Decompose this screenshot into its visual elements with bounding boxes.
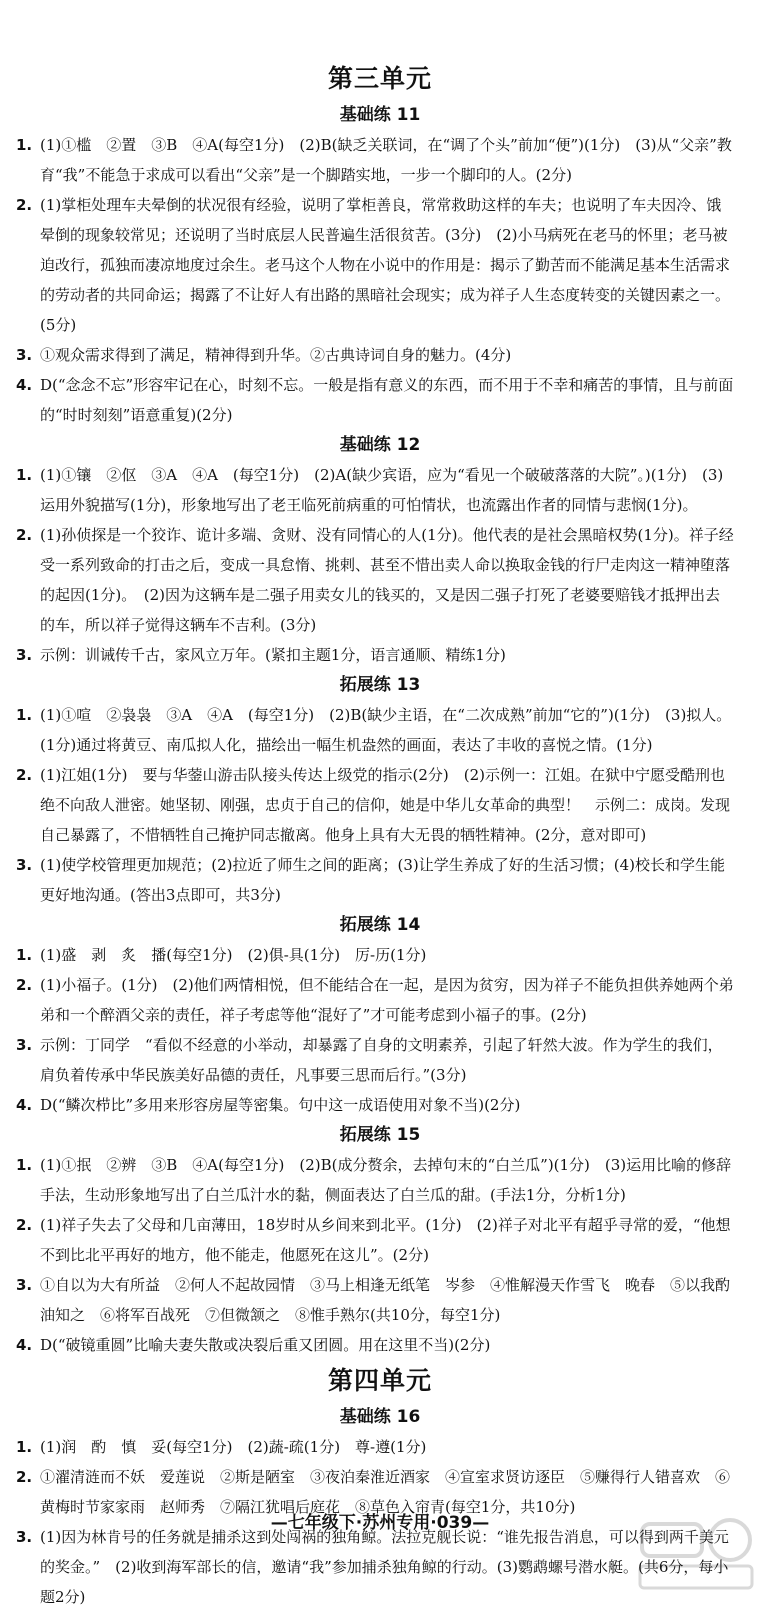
item-number: 2.	[16, 196, 33, 214]
item-number: 2.	[16, 1216, 33, 1234]
unit-three-header: 第三单元	[327, 64, 432, 93]
answer-item	[0, 970, 760, 1030]
answer-item	[0, 190, 760, 340]
answer-item	[0, 460, 760, 520]
answer-item	[0, 1270, 760, 1330]
section-title: 基础练 12	[339, 435, 421, 455]
item-text: D(“鳞次栉比”多用来形容房屋等密集。句中这一成语使用对象不当)(2分)	[40, 1096, 521, 1114]
item-text: (1)江姐(1分) 要与华蓥山游击队接头传达上级党的指示(2分) (2)示例一：江姐。在狱中宁愿受酷刑也绝不向敌人泄密。她坚韧、刚强，忠贞于自己的信仰，她是中华儿女革命的典型！ 示例二：成岗。发现自己暴露了，不惜牺牲自己掩护同志撤离。他身上具有大无畏的牺牲精神。(2分，意对即可)	[40, 766, 731, 844]
answer-item	[0, 940, 760, 970]
item-number: 4.	[16, 1336, 33, 1354]
answer-item	[0, 1090, 760, 1120]
answer-item	[0, 640, 760, 670]
item-text: (1)盛 剥 炙 播(每空1分) (2)俱-具(1分) 厉-历(1分)	[40, 946, 427, 964]
item-text: (1)①镶 ②伛 ③A ④A (每空1分) (2)A(缺少宾语，应为“看见一个破破落落的大院”。)(1分) (3)运用外貌描写(1分)，形象地写出了老王临死前病重的可怕情状，也流露出作者的同情与悲悯(1分)。	[40, 466, 724, 514]
section-title: 基础练 16	[339, 1407, 421, 1427]
section-title: 拓展练 13	[339, 675, 421, 695]
page-footer: —七年级下·苏州专用·039—	[270, 1513, 490, 1533]
answer-item	[0, 340, 760, 370]
item-text: (1)小福子。(1分) (2)他们两情相悦，但不能结合在一起，是因为贫穷，因为祥子不能负担供养她两个弟弟和一个醉酒父亲的责任，祥子考虑等他“混好了”才可能考虑到小福子的事。(2分)	[40, 976, 734, 1024]
item-number: 3.	[16, 856, 33, 874]
answer-page	[0, 58, 760, 1612]
item-number: 3.	[16, 346, 33, 364]
answer-item	[0, 1210, 760, 1270]
item-number: 3.	[16, 1528, 33, 1546]
item-number: 1.	[16, 946, 33, 964]
answer-item	[0, 1030, 760, 1090]
answer-item	[0, 370, 760, 430]
item-text: 示例：丁同学 “看似不经意的小举动，却暴露了自身的文明素养，引起了轩然大波。作为学生的我们，肩负着传承中华民族美好品德的责任，凡事要三思而后行。”(3分)	[40, 1036, 723, 1084]
item-text: (1)①抿 ②辨 ③B ④A(每空1分) (2)B(成分赘余，去掉句末的“白兰瓜”)(1分) (3)运用比喻的修辞手法，生动形象地写出了白兰瓜汁水的黏，侧面表达了白兰瓜的甜。(手法1分，分析1分)	[40, 1156, 732, 1204]
answer-item	[0, 760, 760, 850]
item-text: (1)因为林肯号的任务就是捕杀这到处闯祸的独角鲸。法拉克舰长说：“谁先报告消息，可以得到两千美元的奖金。” (2)收到海军部长的信，邀请“我”参加捕杀独角鲸的行动。(3)鹦鹉螺号潜水艇。(共6分，每小题2分)	[40, 1528, 729, 1606]
item-text: (1)润 酌 慎 妥(每空1分) (2)蔬-疏(1分) 尊-遵(1分)	[40, 1438, 427, 1456]
item-number: 2.	[16, 1468, 33, 1486]
item-text: D(“破镜重圆”比喻夫妻失散或决裂后重又团圆。用在这里不当)(2分)	[40, 1336, 491, 1354]
item-text: ①自以为大有所益 ②何人不起故园情 ③马上相逢无纸笔 岑参 ④惟解漫天作雪飞 晚春 ⑤以我酌油知之 ⑥将军百战死 ⑦但微颔之 ⑧惟手熟尔(共10分，每空1分)	[40, 1276, 731, 1324]
answer-item	[0, 1330, 760, 1360]
item-number: 3.	[16, 646, 33, 664]
watermark-logo	[634, 1510, 756, 1594]
item-text: ①观众需求得到了满足，精神得到升华。②古典诗词自身的魅力。(4分)	[40, 346, 512, 364]
item-text: (1)祥子失去了父母和几亩薄田，18岁时从乡间来到北平。(1分) (2)祥子对北平有超乎寻常的爱，“他想不到比北平再好的地方，他不能走，他愿死在这儿”。(2分)	[40, 1216, 731, 1264]
item-number: 4.	[16, 376, 33, 394]
answer-item	[0, 1432, 760, 1462]
item-text: (1)掌柜处理车夫晕倒的状况很有经验，说明了掌柜善良，常常救助这样的车夫；也说明了车夫因冷、饿晕倒的现象较常见；还说明了当时底层人民普遍生活很贫苦。(3分) (2)小马病死在老马的怀里；老马被迫改行，孤独而凄凉地度过余生。老马这个人物在小说中的作用是：揭示了勤苦而不能满足基本生活需求的劳动者的共同命运；揭露了不让好人有出路的黑暗社会现实；成为祥子人生态度转变的关键因素之一。(5分)	[40, 196, 731, 334]
item-number: 2.	[16, 766, 33, 784]
item-number: 2.	[16, 526, 33, 544]
answer-item	[0, 520, 760, 640]
item-text: (1)①喧 ②袅袅 ③A ④A (每空1分) (2)B(缺少主语，在“二次成熟”前加“它的”)(1分) (3)拟人。(1分)通过将黄豆、南瓜拟人化，描绘出一幅生机盎然的画面，表达了丰收的喜悦之情。(1分)	[40, 706, 732, 754]
answer-item	[0, 850, 760, 910]
item-text: (1)①槛 ②置 ③B ④A(每空1分) (2)B(缺乏关联词，在“调了个头”前加“便”)(1分) (3)从“父亲”教育“我”不能急于求成可以看出“父亲”是一个脚踏实地，一步一个脚印的人。(2分)	[40, 136, 732, 184]
unit-four-header: 第四单元	[327, 1366, 432, 1395]
item-number: 1.	[16, 706, 33, 724]
item-number: 1.	[16, 1156, 33, 1174]
item-text: D(“念念不忘”形容牢记在心，时刻不忘。一般是指有意义的东西，而不用于不幸和痛苦的事情，且与前面的“时时刻刻”语意重复)(2分)	[40, 376, 734, 424]
item-text: ①濯清涟而不妖 爱莲说 ②斯是陋室 ③夜泊秦淮近酒家 ④宣室求贤访逐臣 ⑤赚得行人错喜欢 ⑥黄梅时节家家雨 赵师秀 ⑦隔江犹唱后庭花 ⑧草色入帘青(每空1分，共10分)	[40, 1468, 731, 1516]
answer-item	[0, 1150, 760, 1210]
answer-item	[0, 130, 760, 190]
item-number: 4.	[16, 1096, 33, 1114]
item-number: 1.	[16, 136, 33, 154]
item-number: 2.	[16, 976, 33, 994]
item-text: (1)使学校管理更加规范；(2)拉近了师生之间的距离；(3)让学生养成了好的生活习惯；(4)校长和学生能更好地沟通。(答出3点即可，共3分)	[40, 856, 725, 904]
section-title: 拓展练 15	[339, 1125, 421, 1145]
section-title: 拓展练 14	[339, 915, 421, 935]
section-title: 基础练 11	[339, 105, 421, 125]
item-number: 3.	[16, 1276, 33, 1294]
item-text: 示例：训诫传千古，家风立万年。(紧扣主题1分，语言通顺、精练1分)	[40, 646, 506, 664]
item-number: 1.	[16, 466, 33, 484]
answer-item	[0, 700, 760, 760]
item-number: 1.	[16, 1438, 33, 1456]
item-text: (1)孙侦探是一个狡诈、诡计多端、贪财、没有同情心的人(1分)。他代表的是社会黑暗权势(1分)。祥子经受一系列致命的打击之后，变成一具怠惰、挑剌、甚至不惜出卖人命以换取金钱的行尸走肉这一精神堕落的起因(1分)。 (2)因为这辆车是二强子用卖女儿的钱买的，又是因二强子打死了老婆要赔钱才抵押出去的车，所以祥子觉得这辆车不吉利。(3分)	[40, 526, 734, 634]
item-number: 3.	[16, 1036, 33, 1054]
